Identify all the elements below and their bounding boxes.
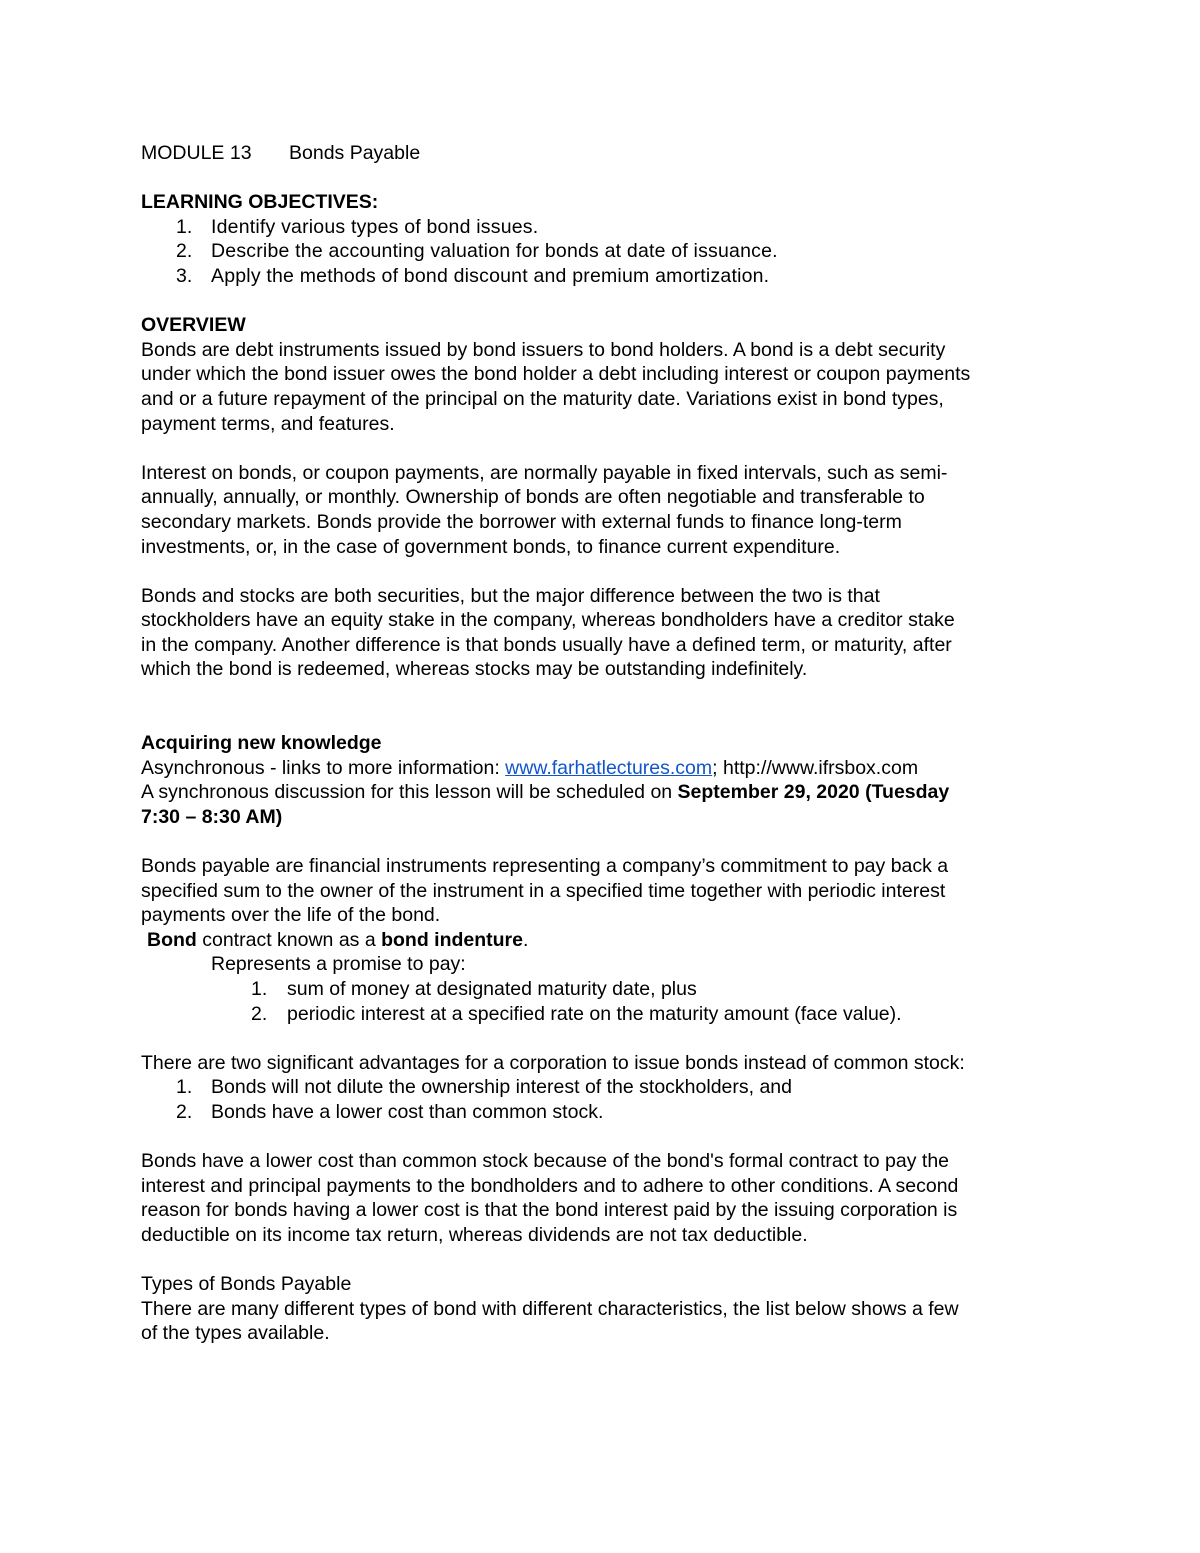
objectives-heading: LEARNING OBJECTIVES: — [141, 191, 379, 214]
document-body — [141, 141, 1071, 1346]
farhatlectures-link[interactable]: www.farhatlectures.com — [505, 756, 713, 779]
advantages-paragraph: Bonds have a lower cost than common stock because of the bond's formal contract to pay the interest and principal payments to the bondholders and to adhere to other conditions. A second reason for bonds having a lower cost is that the bond interest paid by the issuing corporation is deductible on its income tax return, whereas dividends are not tax deductible. — [141, 1150, 959, 1246]
types-paragraph: There are many different types of bond with different characteristics, the list below shows a few of the types available. — [141, 1297, 959, 1345]
sync-date: September 29, 2020 (Tuesday — [677, 781, 950, 804]
overview-paragraph-2: Interest on bonds, or coupon payments, are normally payable in fixed intervals, such as semi- annually, annually, or monthly. Ownership of bonds are often negotiable and transferable to secondary markets. Bonds provide the borrower with external funds to finance long-term investments, or, in the case of government bonds, to finance current expenditure. — [141, 461, 948, 558]
acquiring-heading: Acquiring new knowledge — [141, 732, 382, 755]
sync-line: A synchronous discussion for this lesson will be scheduled on September 29, 2020 (Tuesday — [141, 781, 950, 804]
overview-heading: OVERVIEW — [141, 314, 246, 337]
types-heading: Types of Bonds Payable — [141, 1273, 352, 1296]
links-line: Asynchronous - links to more information: www.farhatlectures.com; http://www.ifrsbox.com — [141, 756, 919, 779]
objectives-list — [141, 215, 1071, 289]
promise-line: Represents a promise to pay: — [211, 953, 466, 976]
overview-paragraph-3: Bonds and stocks are both securities, but the major difference between the two is that stockholders have an equity stake in the company, whereas bondholders have a creditor stake in the company. Another difference is that bonds usually have a defined term, or maturity, after which the bond is redeemed, whereas stocks may be outstanding indefinitely. — [141, 584, 955, 681]
list-item: 2. Bonds have a lower cost than common stock. — [176, 1100, 604, 1123]
list-item: 1. Bonds will not dilute the ownership interest of the stockholders, and — [176, 1076, 793, 1099]
module-title — [141, 141, 1071, 166]
advantages-list — [141, 1075, 1071, 1124]
sync-time: 7:30 – 8:30 AM) — [141, 805, 283, 828]
bonds-payable-paragraph: Bonds payable are financial instruments representing a company’s commitment to pay back a specified sum to the owner of the instrument in a specified time together with periodic interest payments over the life of the bond. — [141, 855, 949, 927]
module-name: Bonds Payable — [289, 142, 421, 164]
advantages-intro: There are two significant advantages for a corporation to issue bonds instead of common stock: — [141, 1051, 965, 1074]
overview-paragraph-1: Bonds are debt instruments issued by bond issuers to bond holders. A bond is a debt security under which the bond issuer owes the bond holder a debt including interest or coupon payments and or a future repayment of the principal on the maturity date. Variations exist in bond types, payment terms, and features. — [141, 338, 971, 435]
list-item: 1. Identify various types of bond issues. — [176, 215, 539, 238]
ifrsbox-link[interactable]: http://www.ifrsbox.com — [723, 756, 919, 779]
list-item: 3. Apply the methods of bond discount and premium amortization. — [176, 264, 770, 287]
module-code: MODULE 13 — [141, 142, 252, 164]
bond-contract-line: Bond contract known as a bond indenture. — [147, 928, 529, 951]
list-item: 1. sum of money at designated maturity date, plus — [251, 978, 697, 1000]
list-item: 2. periodic interest at a specified rate on the maturity amount (face value). — [251, 1002, 902, 1025]
promise-list — [141, 977, 1071, 1026]
list-item: 2. Describe the accounting valuation for bonds at date of issuance. — [176, 240, 778, 263]
